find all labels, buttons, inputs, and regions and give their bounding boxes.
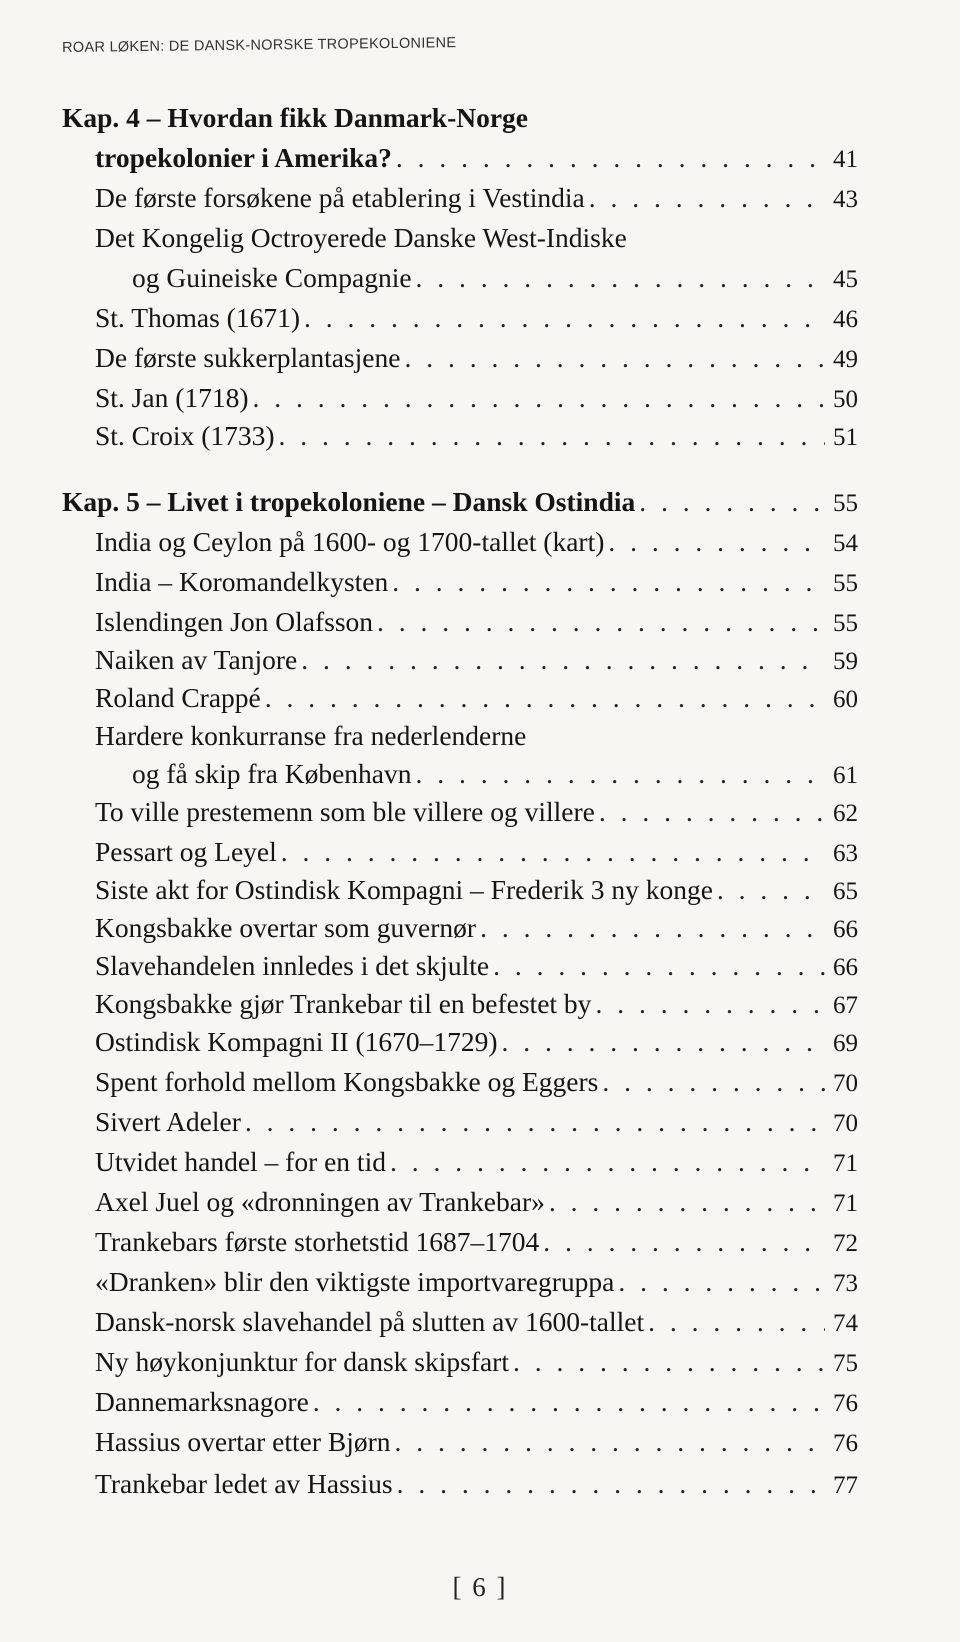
toc-entry [0,872,960,908]
toc-entry-title: India – Koromandelkysten [95,566,389,597]
toc-entry [0,340,960,376]
toc-entry [0,140,960,176]
toc-entry [0,1224,960,1260]
dot-leader [602,1064,825,1100]
toc-entry-title: Islendingen Jon Olafsson [95,606,374,637]
toc-entry-page: 59 [833,648,858,675]
toc-entry-page: 73 [833,1270,858,1297]
toc-entry-title: Ostindisk Kompagni II (1670–1729) [95,1026,498,1057]
toc-entry-title: Kap. 5 – Livet i tropekoloniene – Dansk Ostindia [62,486,636,517]
toc-entry-title: Hassius overtar etter Bjørn [95,1426,391,1457]
dot-leader [618,1264,825,1300]
toc-entry-title: «Dranken» blir den viktigste importvaregruppa [95,1266,615,1297]
toc-entry [0,100,960,136]
toc-entry-page: 70 [833,1070,858,1097]
dot-leader [608,524,825,560]
toc-entry-page: 67 [833,992,858,1019]
dot-leader [245,1104,825,1140]
toc-entry-title: Pessart og Leyel [95,836,277,867]
toc-entry-page: 77 [833,1472,858,1499]
toc-entry [0,300,960,336]
toc-entry-title: De første sukkerplantasjene [95,342,401,373]
running-head: ROAR LØKEN: DE DANSK-NORSKE TROPEKOLONIENE [62,35,457,56]
toc-entry-title: Sivert Adeler [95,1106,241,1137]
dot-leader [279,418,825,454]
toc-entry [0,1384,960,1420]
toc-entry [0,1064,960,1100]
toc-entry-title: Axel Juel og «dronningen av Trankebar» [95,1186,545,1217]
toc-entry-title: De første forsøkene på etablering i Vestindia [95,182,585,213]
toc-entry-title: Siste akt for Ostindisk Kompagni – Frederik 3 ny konge [95,874,713,905]
toc-entry [0,642,960,678]
toc-entry [0,794,960,830]
toc-entry-page: 71 [833,1190,858,1217]
toc-entry [0,180,960,216]
toc-entry-page: 43 [833,186,858,213]
toc-entry-page: 69 [833,1030,858,1057]
toc-entry-page: 71 [833,1150,858,1177]
toc-entry-page: 76 [833,1390,858,1417]
toc-entry-page: 50 [833,386,858,413]
toc-entry-page: 60 [833,686,858,713]
toc-entry-page: 62 [833,800,858,827]
toc-entry-title: Hardere konkurranse fra nederlenderne [95,720,527,751]
dot-leader [253,380,825,416]
toc-entry-page: 75 [833,1350,858,1377]
toc-entry [0,718,960,754]
toc-entry-title: Trankebars første storhetstid 1687–1704 [95,1226,540,1257]
toc-entry-title: St. Croix (1733) [95,420,275,451]
dot-leader [549,1184,825,1220]
dot-leader [717,872,825,908]
dot-leader [281,834,825,870]
toc-entry-page: 55 [833,570,858,597]
dot-leader [416,756,826,792]
toc-entry [0,1024,960,1060]
toc-entry-page: 66 [833,954,858,981]
dot-leader [313,1384,825,1420]
dot-leader [480,910,825,946]
toc-entry [0,604,960,640]
toc-entry [0,1264,960,1300]
dot-leader [543,1224,825,1260]
toc-entry-page: 46 [833,306,858,333]
toc-entry-page: 45 [833,266,858,293]
toc-entry-page: 65 [833,878,858,905]
dot-leader [392,564,825,600]
toc-entry-page: 63 [833,840,858,867]
toc-entry-title: Det Kongelig Octroyerede Danske West-Indiske [95,222,627,253]
toc-entry-title: Utvidet handel – for en tid [95,1146,386,1177]
dot-leader [648,1304,825,1340]
toc-entry-page: 74 [833,1310,858,1337]
dot-leader [265,680,825,716]
toc-entry-title: Spent forhold mellom Kongsbakke og Eggers [95,1066,599,1097]
toc-entry-page: 72 [833,1230,858,1257]
dot-leader [396,140,825,176]
toc-entry-title: Kap. 4 – Hvordan fikk Danmark-Norge [62,102,528,133]
toc-entry-page: 41 [833,146,858,173]
toc-entry [0,756,960,792]
toc-entry [0,1304,960,1340]
dot-leader [639,484,825,520]
toc-entry [0,524,960,560]
dot-leader [404,340,825,376]
toc-entry [0,1466,960,1502]
toc-entry-title: Dannemarksnagore [95,1386,309,1417]
toc-entry-title: India og Ceylon på 1600- og 1700-tallet (kart) [95,526,605,557]
dot-leader [595,986,825,1022]
toc-entry-page: 51 [833,424,858,451]
dot-leader [513,1344,825,1380]
toc-entry [0,1104,960,1140]
toc-entry-title: St. Thomas (1671) [95,302,300,333]
toc-entry-title: Ny høykonjunktur for dansk skipsfart [95,1346,509,1377]
toc-entry-title: Kongsbakke overtar som guvernør [95,912,477,943]
toc-entry [0,380,960,416]
toc-entry-title: St. Jan (1718) [95,382,249,413]
toc-entry [0,1184,960,1220]
toc-entry-page: 61 [833,762,858,789]
toc-entry [0,418,960,454]
toc-entry-page: 70 [833,1110,858,1137]
toc-entry-title: Slavehandelen innledes i det skjulte [95,950,490,981]
toc-entry [0,1344,960,1380]
toc-entry [0,260,960,296]
toc-entry-title: Trankebar ledet av Hassius [95,1468,393,1499]
dot-leader [304,300,825,336]
dot-leader [395,1424,825,1460]
toc-entry-title: tropekolonier i Amerika? [95,142,392,173]
toc-entry [0,910,960,946]
dot-leader [397,1466,825,1502]
dot-leader [493,948,825,984]
toc-entry [0,986,960,1022]
toc-entry [0,1424,960,1460]
toc-entry [0,948,960,984]
toc-entry [0,834,960,870]
toc-entry-title: Kongsbakke gjør Trankebar til en befestet by [95,988,592,1019]
toc-entry [0,680,960,716]
dot-leader [390,1144,825,1180]
page-number: [ 6 ] [452,1572,508,1602]
toc-entry [0,564,960,600]
toc-entry-title: To ville prestemenn som ble villere og villere [95,796,595,827]
toc-entry-page: 49 [833,346,858,373]
toc-entry-title: Naiken av Tanjore [95,644,298,675]
dot-leader [377,604,825,640]
dot-leader [416,260,825,296]
toc-entry [0,484,960,520]
dot-leader [589,180,825,216]
toc-entry [0,220,960,256]
toc-entry-title: og få skip fra København [132,758,412,789]
dot-leader [502,1024,825,1060]
toc-entry-title: og Guineiske Compagnie [132,262,412,293]
toc-entry-page: 55 [833,610,858,637]
dot-leader [301,642,825,678]
toc-entry-page: 76 [833,1430,858,1457]
toc-entry-title: Roland Crappé [95,682,261,713]
toc-entry-page: 54 [833,530,858,557]
toc-entry-title: Dansk-norsk slavehandel på slutten av 1600-tallet [95,1306,645,1337]
toc-entry-page: 66 [833,916,858,943]
dot-leader [599,794,825,830]
toc-entry [0,1144,960,1180]
toc-entry-page: 55 [833,490,858,517]
